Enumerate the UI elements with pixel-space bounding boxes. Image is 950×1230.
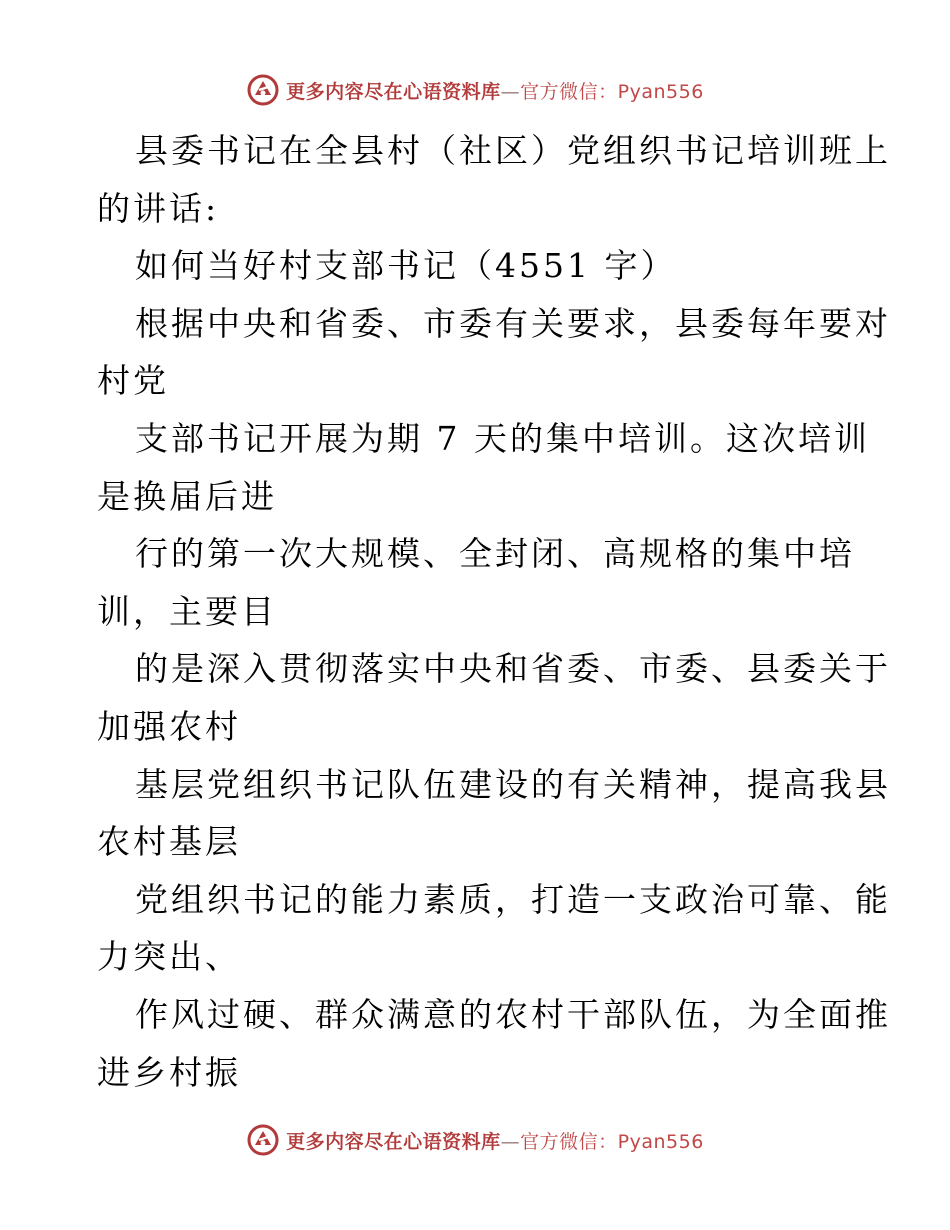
footer-banner-separator: —	[500, 1130, 521, 1153]
document-line: 农村基层	[97, 822, 241, 862]
red-logo-icon	[246, 73, 280, 107]
footer-banner-text	[286, 1127, 704, 1154]
document-line: 作风过硬、群众满意的农村干部队伍，为全面推	[135, 994, 891, 1034]
document-body	[97, 122, 891, 1101]
document-line: 训，主要目	[97, 591, 277, 631]
document-line: 进乡村振	[97, 1052, 241, 1092]
footer-watermark-banner	[0, 1120, 950, 1160]
document-line: 党组织书记的能力素质，打造一支政治可靠、能	[135, 879, 891, 919]
document-line: 根据中央和省委、市委有关要求，县委每年要对	[135, 303, 891, 343]
document-line: 的讲话:	[97, 188, 220, 228]
header-watermark-banner	[0, 70, 950, 110]
red-logo-icon	[246, 1123, 280, 1157]
document-line: 是换届后进	[97, 476, 277, 516]
document-line: 的是深入贯彻落实中央和省委、市委、县委关于	[135, 649, 891, 689]
document-line: 基层党组织书记队伍建设的有关精神，提高我县	[135, 764, 891, 804]
document-line: 如何当好村支部书记（4551 字）	[135, 246, 677, 286]
document-line: 支部书记开展为期 7 天的集中培训。这次培训	[135, 418, 870, 458]
header-banner-title: 更多内容尽在心语资料库	[286, 80, 501, 103]
header-banner-wechat: 官方微信：Pyan556	[520, 80, 704, 103]
document-line: 县委书记在全县村（社区）党组织书记培训班上	[135, 131, 891, 170]
header-banner-separator: —	[500, 80, 521, 103]
footer-banner-title: 更多内容尽在心语资料库	[286, 1130, 501, 1153]
document-line: 村党	[97, 361, 169, 401]
header-banner-text	[286, 77, 704, 104]
document-line: 力突出、	[97, 937, 241, 977]
footer-banner-wechat: 官方微信：Pyan556	[520, 1130, 704, 1153]
document-line: 行的第一次大规模、全封闭、高规格的集中培	[135, 534, 855, 574]
document-line: 加强农村	[97, 706, 241, 746]
